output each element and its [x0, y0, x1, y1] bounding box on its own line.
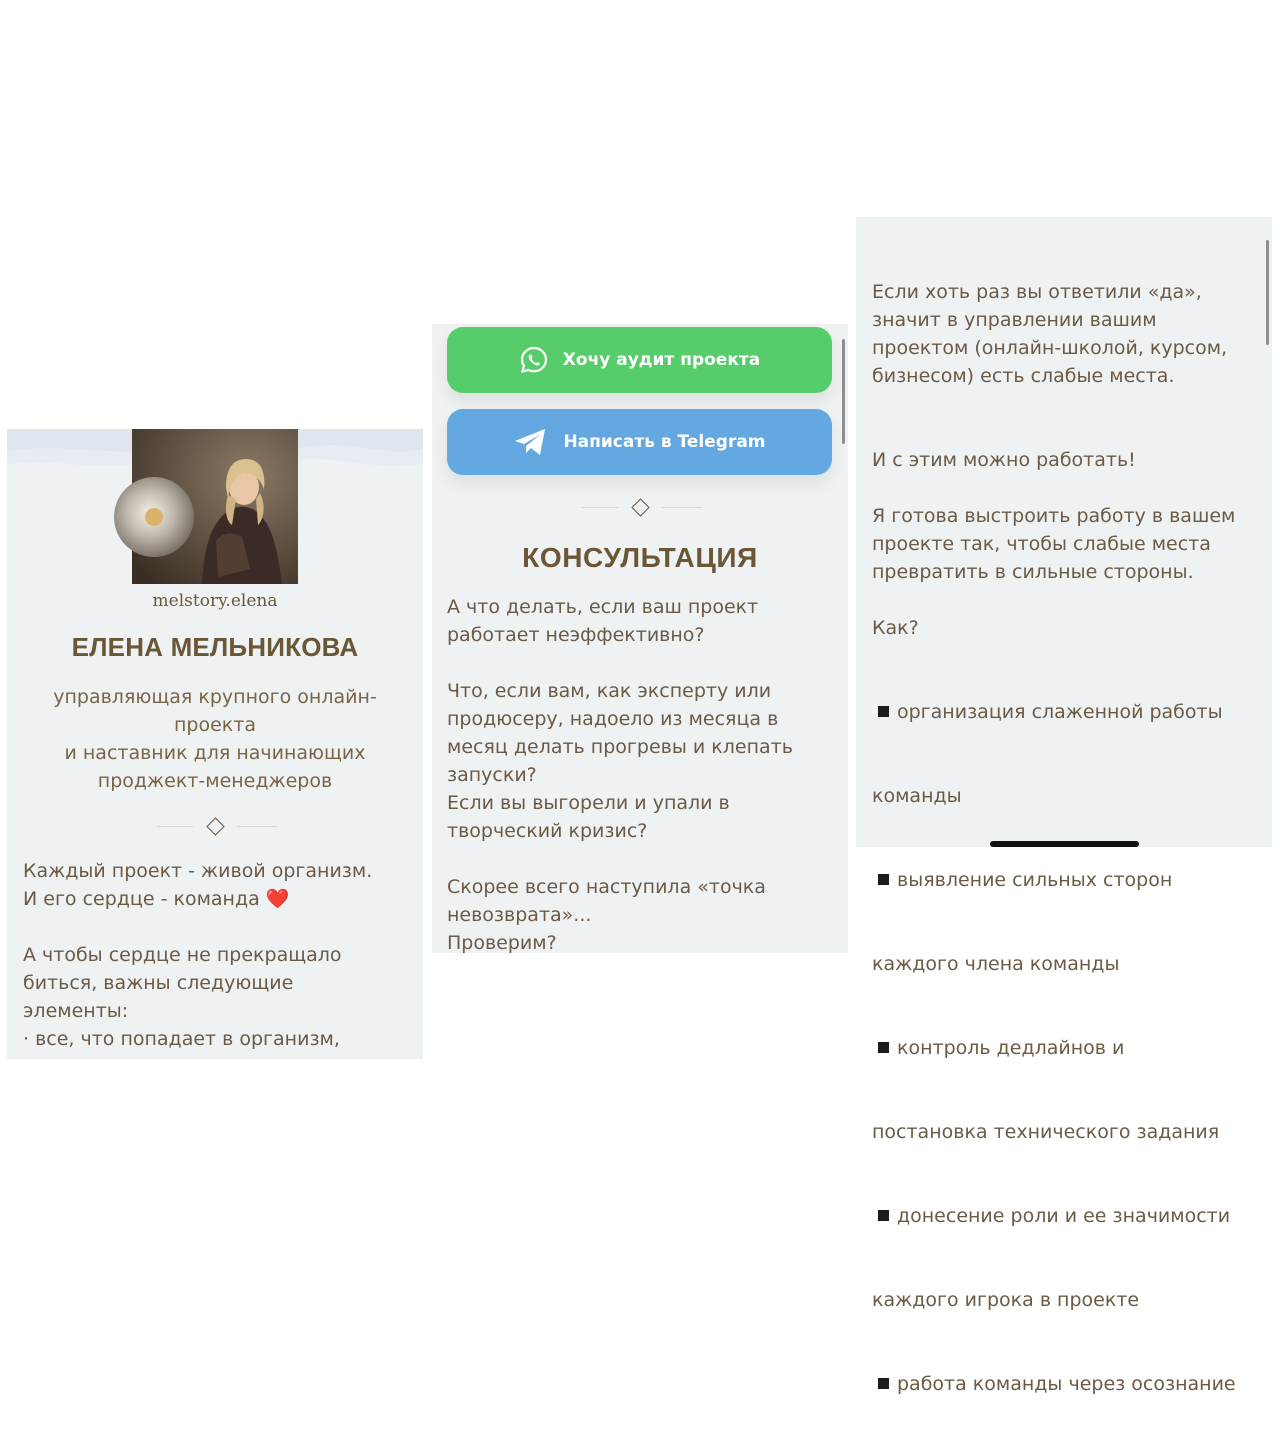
telegram-button-label: Написать в Telegram	[563, 432, 766, 452]
profile-handle: melstory.elena	[152, 591, 278, 611]
list-item-continuation: каждого члена команды	[872, 953, 1120, 975]
square-bullet-icon	[878, 1210, 889, 1221]
section-divider	[582, 498, 702, 518]
whatsapp-icon	[519, 345, 549, 375]
whatsapp-audit-button[interactable]	[447, 327, 832, 393]
answer-panel	[856, 217, 1272, 1395]
scrollbar[interactable]	[1266, 240, 1269, 345]
consultation-panel	[432, 324, 848, 953]
square-bullet-icon	[878, 706, 889, 717]
list-item: организация слаженной работы	[872, 698, 1264, 726]
telegram-icon	[513, 427, 549, 457]
list-item-continuation: постановка технического задания	[872, 1121, 1220, 1143]
diamond-icon	[631, 498, 649, 516]
square-bullet-icon	[878, 1042, 889, 1053]
square-bullet-icon	[878, 1378, 889, 1389]
section-divider	[157, 817, 277, 837]
square-bullet-icon	[878, 874, 889, 885]
answer-intro: Если хоть раз вы ответили «да», значит в управлении вашим проектом (онлайн-школой, курсом, бизнесом) есть слабые места. И с этим можно работать! Я готова выстроить работу в вашем проекте так, чтобы слабые места превратить в сильные стороны. Как?	[872, 281, 1236, 639]
diamond-icon	[206, 817, 224, 835]
answer-text	[872, 222, 1264, 1454]
consultation-heading: КОНСУЛЬТАЦИЯ	[522, 542, 758, 573]
list-item-continuation: каждого игрока в проекте	[872, 1289, 1140, 1311]
profile-panel	[7, 429, 423, 1059]
list-item: донесение роли и ее значимости	[872, 1202, 1264, 1230]
list-item: работа команды через осознание	[872, 1370, 1264, 1398]
list-item: контроль дедлайнов и	[872, 1034, 1264, 1062]
scrollbar[interactable]	[842, 339, 845, 444]
list-item: выявление сильных сторон	[872, 866, 1264, 894]
consultation-description: А что делать, если ваш проект работает неэффективно? Что, если вам, как эксперту или продюсеру, надоело из месяца в месяц делать прогревы и клепать запуски? Если вы выгорели и упали в творческий кризис? Скорее всего наступила «точка невозврата»... Проверим?	[447, 596, 793, 954]
telegram-write-button[interactable]	[447, 409, 832, 475]
profile-description: Каждый проект - живой организм. И его сердце - команда ❤️ А чтобы сердце не прекращало биться, важны следующие элементы: · все, что попадает в организм,	[23, 860, 373, 1050]
home-indicator[interactable]	[990, 841, 1139, 847]
list-item-continuation: команды	[872, 785, 962, 807]
profile-subtitle: управляющая крупного онлайн- проекта и наставник для начинающих проджект-менеджеров	[53, 686, 377, 792]
profile-name: ЕЛЕНА МЕЛЬНИКОВА	[71, 632, 359, 662]
whatsapp-button-label: Хочу аудит проекта	[562, 350, 761, 370]
avatar[interactable]	[132, 429, 298, 584]
